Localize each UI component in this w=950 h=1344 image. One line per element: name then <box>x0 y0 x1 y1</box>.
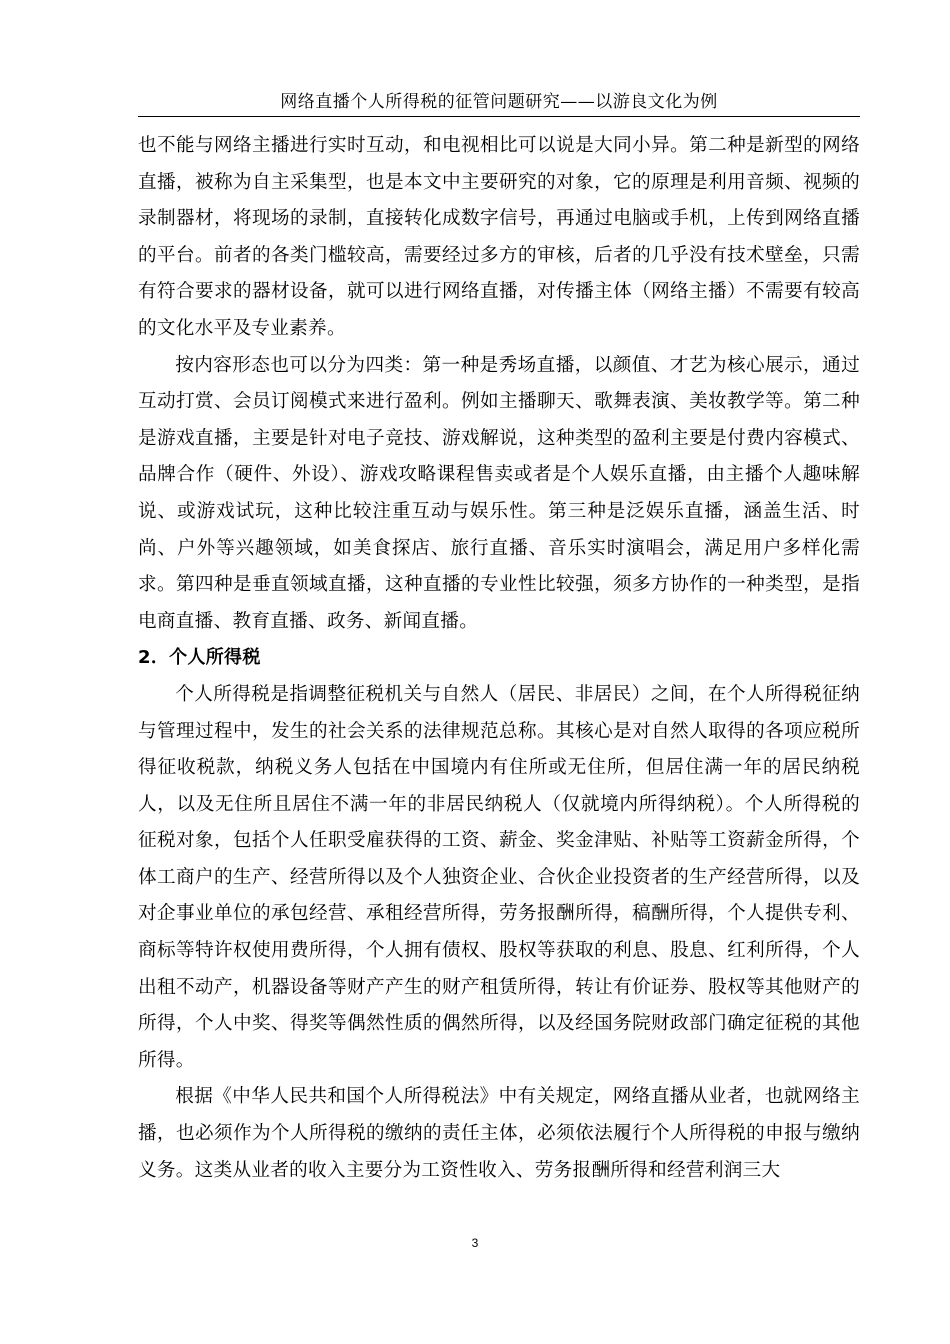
paragraph-personal-income-tax-definition: 个人所得税是指调整征税机关与自然人（居民、非居民）之间，在个人所得税征纳与管理过程中，发生的社会关系的法律规范总称。其核心是对自然人取得的各项应税所得征收税款，纳税义务人包括在中国境内有住所或无住所，但居住满一年的居民纳税人，以及无住所且居住不满一年的非居民纳税人（仅就境内所得纳税）。个人所得税的征税对象，包括个人任职受雇获得的工资、薪金、奖金津贴、补贴等工资薪金所得，个体工商户的生产、经营所得以及个人独资企业、合伙企业投资者的生产经营所得，以及对企事业单位的承包经营、承租经营所得，劳务报酬所得，稿酬所得，个人提供专利、商标等特许权使用费所得，个人拥有债权、股权等获取的利息、股息、红利所得，个人出租不动产，机器设备等财产产生的财产租赁所得，转让有价证券、股权等其他财产的所得，个人中奖、得奖等偶然性质的偶然所得，以及经国务院财政部门确定征税的其他所得。 <box>138 683 860 1071</box>
page-number: 3 <box>471 1236 479 1250</box>
paragraph-income-tax-law: 根据《中华人民共和国个人所得税法》中有关规定，网络直播从业者，也就网络主播，也必须作为个人所得税的缴纳的责任主体，必须依法履行个人所得税的申报与缴纳义务。这类从业者的收入主要分为工资性收入、劳务报酬所得和经营利润三大 <box>138 1086 860 1181</box>
section-heading-personal-income-tax: 2．个人所得税 <box>138 647 261 669</box>
running-header-title: 网络直播个人所得税的征管问题研究——以游良文化为例 <box>280 92 718 112</box>
running-header <box>138 88 860 117</box>
paragraph-content-categories: 按内容形态也可以分为四类：第一种是秀场直播，以颜值、才艺为核心展示，通过互动打赏、会员订阅模式来进行盈利。例如主播聊天、歌舞表演、美妆教学等。第二种是游戏直播，主要是针对电子竞技、游戏解说，这种类型的盈利主要是付费内容模式、品牌合作（硬件、外设）、游戏攻略课程售卖或者是个人娱乐直播，由主播个人趣味解说、或游戏试玩，这种比较注重互动与娱乐性。第三种是泛娱乐直播，涵盖生活、时尚、户外等兴趣领域，如美食探店、旅行直播、音乐实时演唱会，满足用户多样化需求。第四种是垂直领域直播，这种直播的专业性比较强，须多方协作的一种类型，是指电商直播、教育直播、政务、新闻直播。 <box>138 354 860 632</box>
body-text <box>138 128 860 1189</box>
paragraph-live-stream-types: 也不能与网络主播进行实时互动，和电视相比可以说是大同小异。第二种是新型的网络直播，被称为自主采集型，也是本文中主要研究的对象，它的原理是利用音频、视频的录制器材，将现场的录制，直接转化成数字信号，再通过电脑或手机，上传到网络直播的平台。前者的各类门槛较高，需要经过多方的审核，后者的几乎没有技术壁垒，只需有符合要求的器材设备，就可以进行网络直播，对传播主体（网络主播）不需要有较高的文化水平及专业素养。 <box>138 135 860 339</box>
